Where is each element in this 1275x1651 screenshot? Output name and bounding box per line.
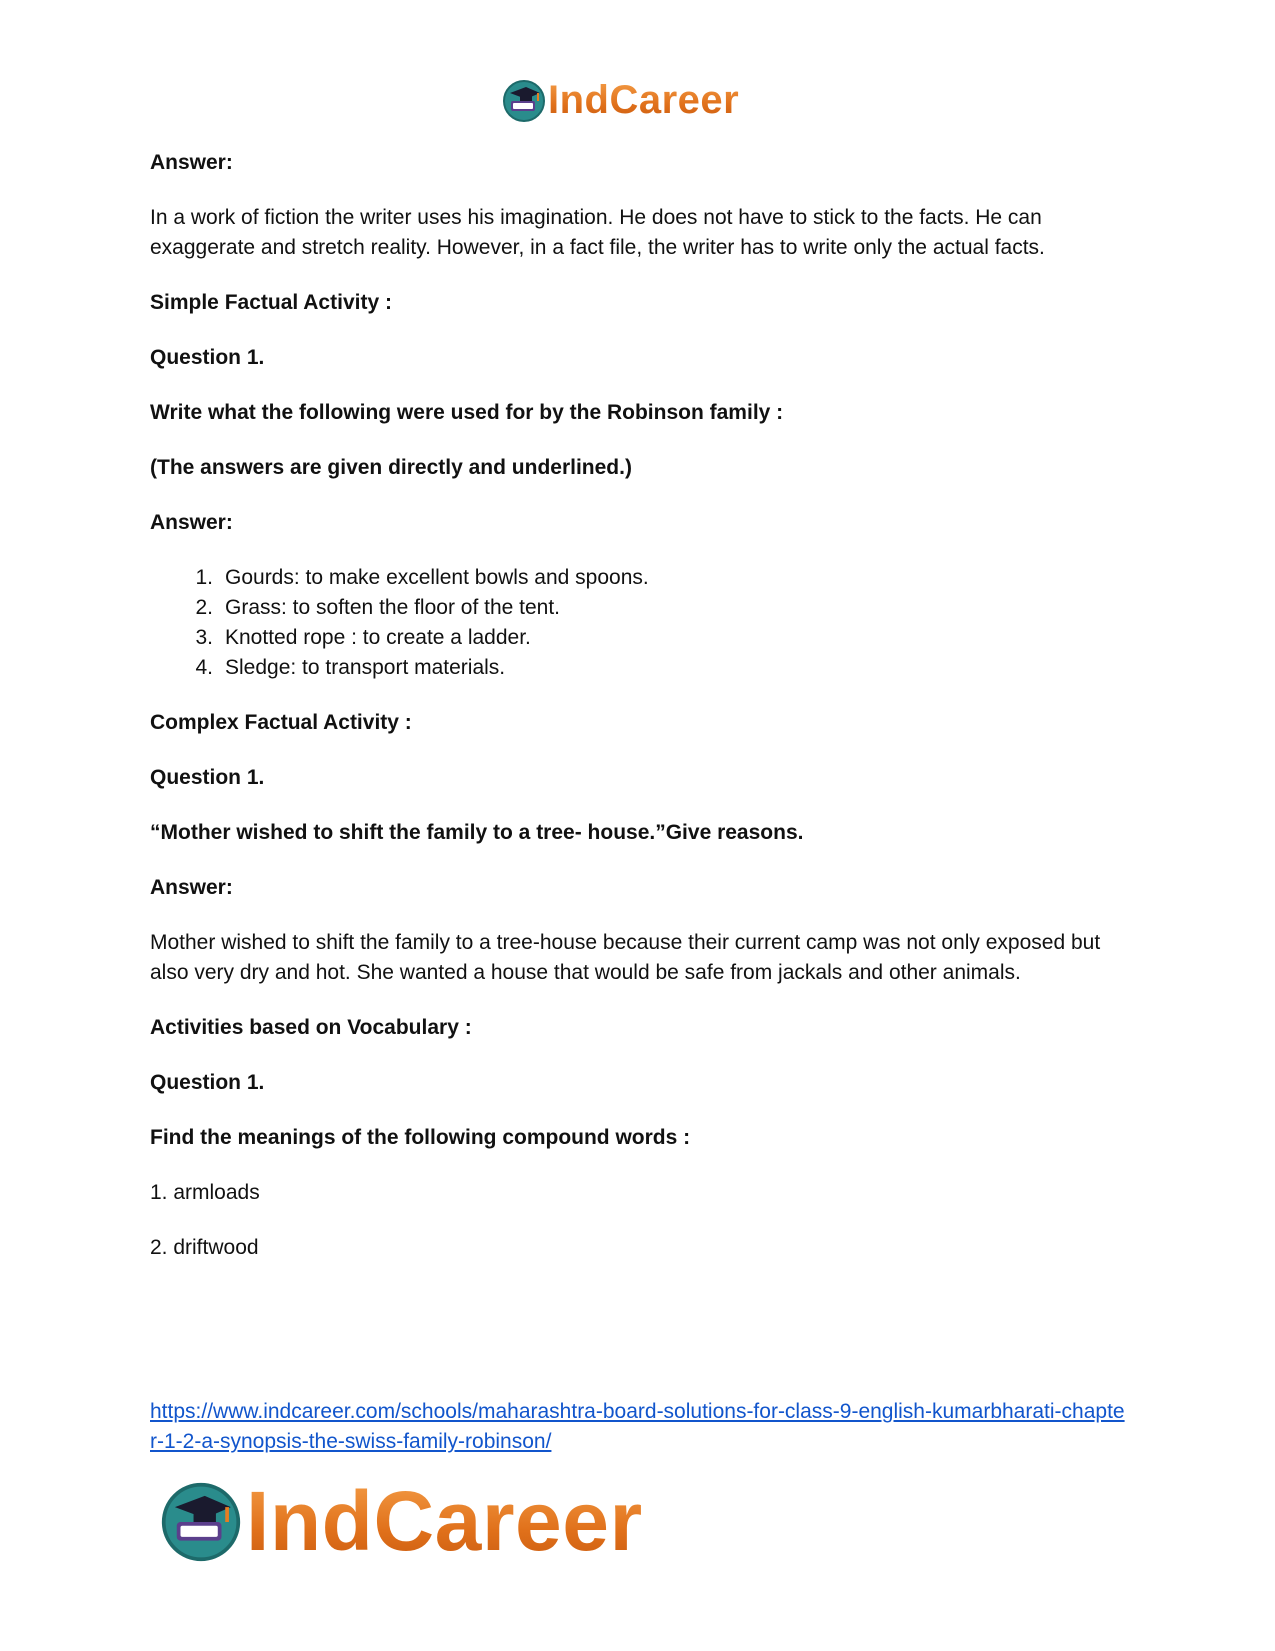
list-number: 1. bbox=[195, 566, 213, 589]
question-text: Write what the following were used for by the Robinson family : bbox=[150, 401, 784, 424]
graduation-cap-book-icon bbox=[502, 79, 546, 123]
source-url-link[interactable]: https://www.indcareer.com/schools/maharashtra-board-solutions-for-class-9-english-kumarbharati-chapter-1-2-a-synopsis-the-swiss-family-robinson/ bbox=[150, 1400, 1125, 1453]
compound-word: 1. armloads bbox=[150, 1181, 260, 1204]
answer-text: Mother wished to shift the family to a tree-house because their current camp was not only exposed but also very dry and hot. She wanted a house that would be safe from jackals and other animals. bbox=[150, 931, 1101, 984]
brand-name: IndCareer bbox=[548, 78, 740, 122]
answer-label: Answer: bbox=[150, 511, 233, 534]
question-text: Find the meanings of the following compound words : bbox=[150, 1126, 691, 1149]
question-label: Question 1. bbox=[150, 1071, 265, 1094]
graduation-cap-book-icon bbox=[160, 1481, 242, 1563]
list-text: Knotted rope : to create a ladder. bbox=[225, 626, 531, 649]
list-text: Grass: to soften the floor of the tent. bbox=[225, 596, 561, 619]
list-text: Gourds: to make excellent bowls and spoons. bbox=[225, 566, 649, 589]
section-heading-vocabulary: Activities based on Vocabulary : bbox=[150, 1016, 472, 1039]
list-item bbox=[150, 593, 1130, 623]
question-label: Question 1. bbox=[150, 346, 265, 369]
question-note: (The answers are given directly and underlined.) bbox=[150, 456, 632, 479]
list-number: 4. bbox=[195, 656, 213, 679]
document-body bbox=[150, 148, 1130, 1288]
answer-label: Answer: bbox=[150, 151, 233, 174]
question-text: “Mother wished to shift the family to a tree- house.”Give reasons. bbox=[150, 821, 804, 844]
question-label: Question 1. bbox=[150, 766, 265, 789]
indcareer-logo-top bbox=[502, 78, 739, 123]
section-heading-complex-factual: Complex Factual Activity : bbox=[150, 711, 412, 734]
list-item bbox=[150, 623, 1130, 653]
answer-list bbox=[150, 563, 1130, 683]
indcareer-logo-bottom bbox=[160, 1473, 643, 1570]
list-number: 3. bbox=[195, 626, 213, 649]
list-item bbox=[150, 653, 1130, 683]
answer-text: In a work of fiction the writer uses his imagination. He does not have to stick to the facts. He can exaggerate and stretch reality. However, in a fact file, the writer has to write only the actual facts. bbox=[150, 206, 1045, 259]
list-text: Sledge: to transport materials. bbox=[225, 656, 506, 679]
answer-label: Answer: bbox=[150, 876, 233, 899]
list-item bbox=[150, 563, 1130, 593]
list-number: 2. bbox=[195, 596, 213, 619]
compound-word: 2. driftwood bbox=[150, 1236, 259, 1259]
section-heading-simple-factual: Simple Factual Activity : bbox=[150, 291, 392, 314]
brand-name: IndCareer bbox=[246, 1474, 643, 1568]
